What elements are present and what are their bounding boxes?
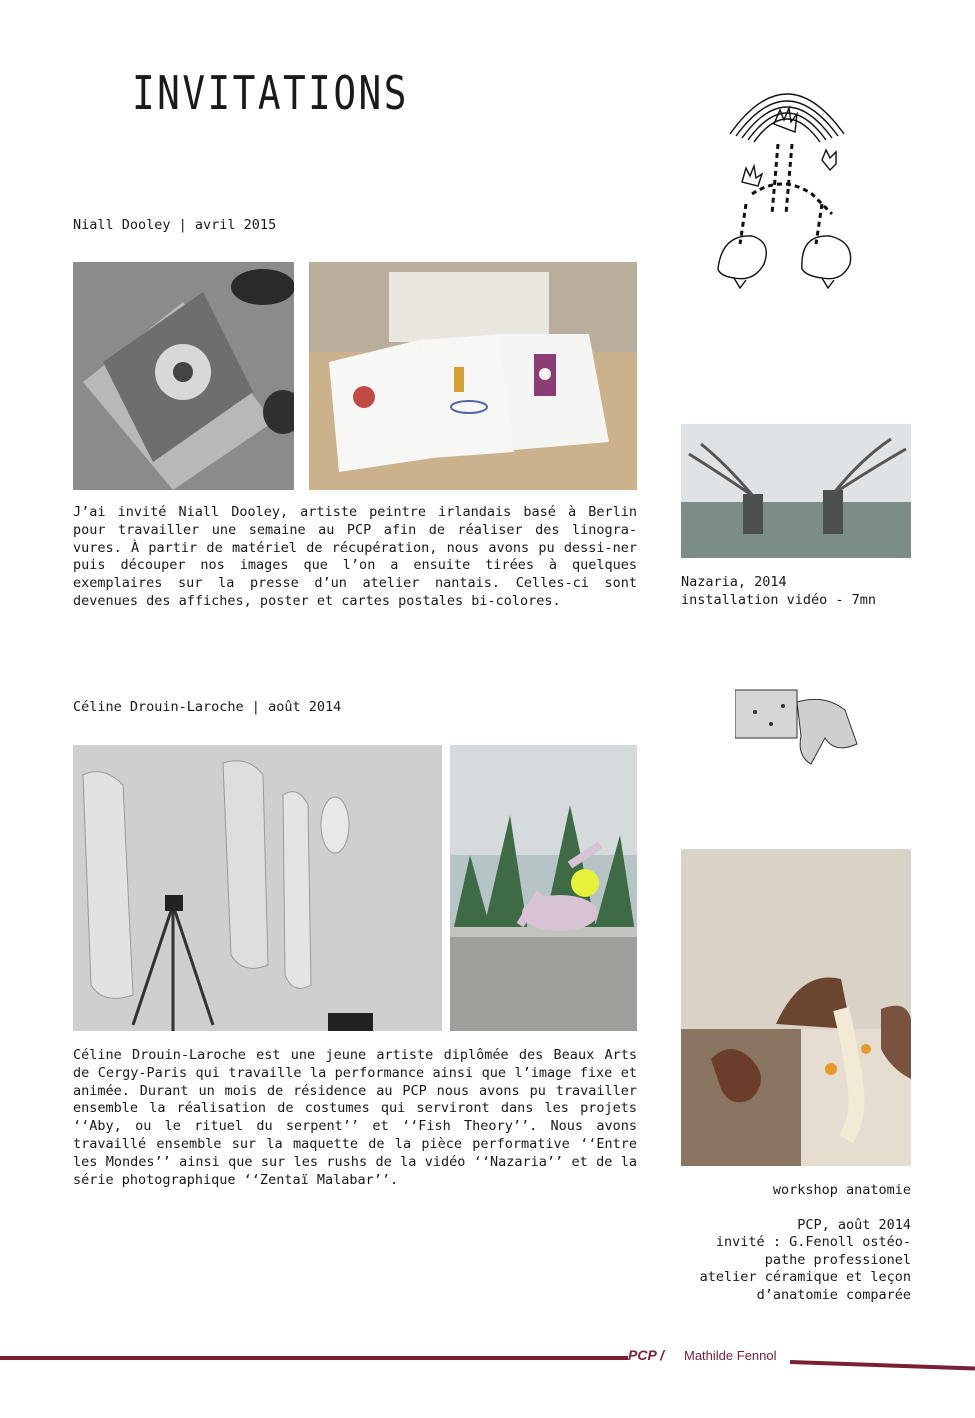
nazaria-caption-line1: Nazaria, 2014: [681, 574, 787, 590]
section-paragraph-niall: J’ai invité Niall Dooley, artiste peintre irlandais basé à Berlin pour travailler une semaine au PCP afin de réaliser des linogra-vures. À partir de matériel de récupération, nous avons pu dessi-ner puis découper nos images que l’on a ensuite tirées à quelques exemplaires sur la presse d’un atelier nantais. Celles-ci sont devenues des affiches, poster et cartes postales bi-colores.: [73, 504, 637, 609]
workshop-caption: [681, 1182, 911, 1304]
workshop-line1: PCP, août 2014: [797, 1216, 911, 1233]
footer-rule-right: [790, 1360, 975, 1370]
nazaria-photo: [681, 424, 911, 558]
workshop-line2: invité : G.Fenoll ostéo-: [715, 1234, 911, 1250]
footer-brand: PCP /: [628, 1347, 665, 1363]
linocut-photo: [73, 262, 294, 490]
footer-rule-left: [0, 1356, 628, 1360]
workshop-anatomie-photo: [681, 849, 911, 1166]
footer-author: Mathilde Fennol: [684, 1348, 777, 1363]
performance-photo: [450, 745, 637, 1031]
section-heading-celine: Céline Drouin-Laroche | août 2014: [73, 699, 342, 715]
nazaria-caption: [681, 574, 876, 609]
vertebra-drawing: [735, 684, 859, 772]
costumes-photo: [73, 745, 442, 1031]
rainbow-figure-drawing: [712, 64, 862, 294]
nazaria-caption-line2: installation vidéo - 7mn: [681, 591, 877, 608]
workshop-title: workshop anatomie: [772, 1182, 911, 1198]
section-heading-niall: Niall Dooley | avril 2015: [73, 217, 277, 233]
workshop-line5: d’anatomie comparée: [756, 1286, 911, 1303]
page-title: INVITATIONS: [132, 66, 409, 120]
section-paragraph-celine: Céline Drouin-Laroche est une jeune artiste diplômée des Beaux Arts de Cergy-Paris qui travaille la performance ainsi que l’image fixe et animée. Durant un mois de résidence au PCP nous avons pu travailler ensemble la réalisation de costumes qui serviront dans les projets ‘‘Aby, ou le rituel du serpent’’ et ‘‘Fish Theory’’. Nous avons travaillé ensemble sur la maquette de la pièce performative ‘‘Entre les Mondes’’ ainsi que sur les rushs de la vidéo ‘‘Nazaria’’ et de la série photographique ‘‘Zentaï Malabar’’.: [73, 1047, 637, 1188]
workshop-line4: atelier céramique et leçon: [699, 1269, 911, 1285]
prints-on-table-photo: [309, 262, 637, 490]
workshop-line3: pathe professionel: [764, 1251, 911, 1268]
